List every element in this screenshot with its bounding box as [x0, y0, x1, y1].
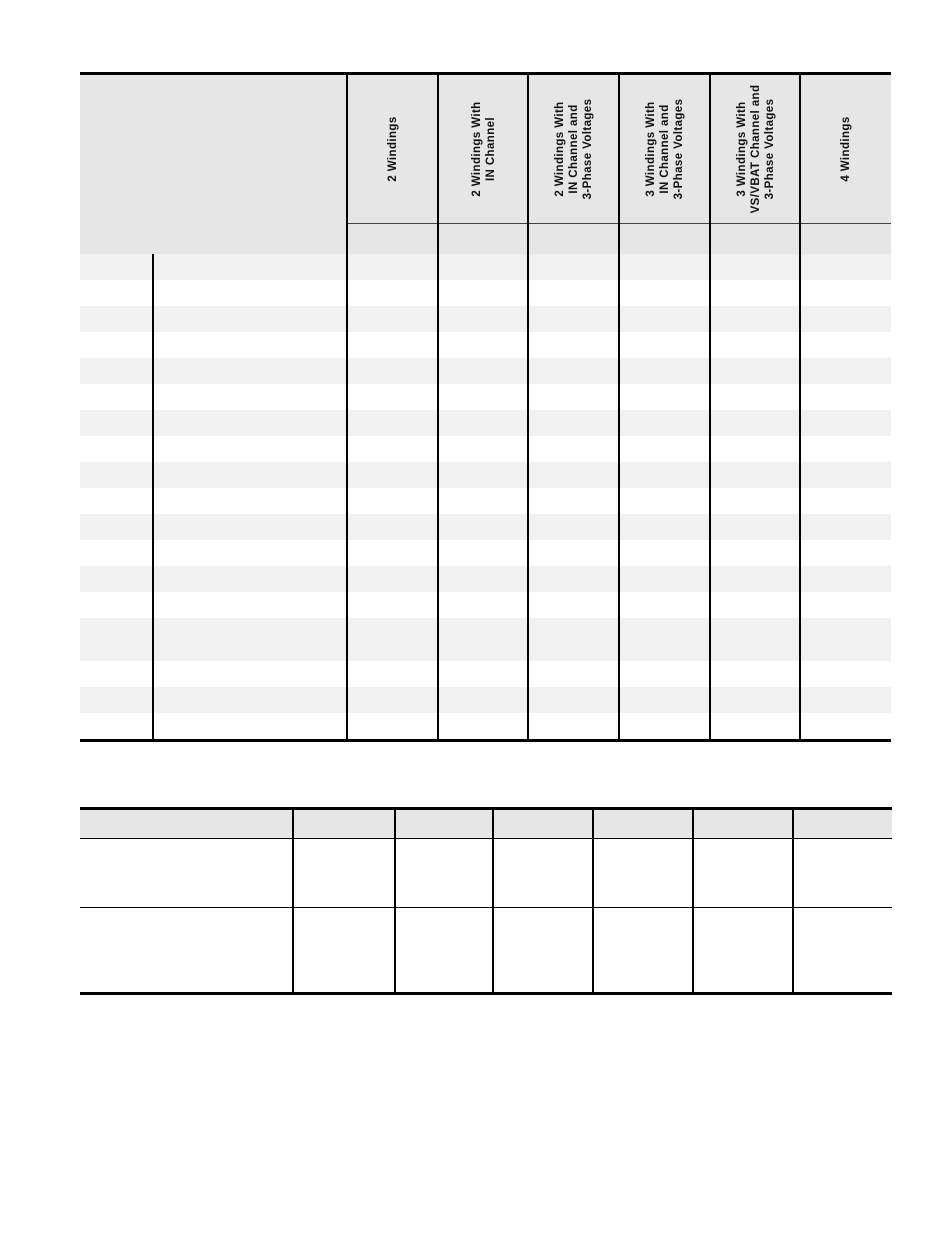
- group-divider: [152, 254, 154, 739]
- table-row: [80, 280, 891, 306]
- table-bottom-rule: [80, 992, 892, 995]
- column-header-2-windings-in: [439, 75, 528, 254]
- column-divider: [346, 75, 348, 739]
- column-subheader: [801, 224, 891, 254]
- table-row: [80, 306, 891, 332]
- column-label: 2 Windings: [386, 116, 399, 182]
- table-row: [80, 358, 891, 384]
- column-divider: [709, 75, 711, 739]
- table-row: [80, 618, 891, 661]
- column-subheader: [711, 224, 800, 254]
- column-header-3-windings-vs-vbat: [711, 75, 800, 254]
- column-subheader: [348, 224, 437, 254]
- header-blank-cell: [80, 75, 347, 254]
- table-row: [80, 687, 891, 713]
- table-row: [80, 592, 891, 618]
- table-row: [80, 566, 891, 592]
- column-divider: [692, 810, 694, 992]
- column-subheader: [529, 224, 618, 254]
- table-row: [80, 488, 891, 514]
- table-header: [80, 75, 891, 254]
- table-row: [80, 332, 891, 358]
- column-divider: [437, 75, 439, 739]
- table-row: [80, 839, 892, 907]
- column-label: 4 Windings: [840, 116, 852, 182]
- table-header: [80, 810, 892, 838]
- column-header-4-windings: [801, 75, 891, 254]
- table-row: [80, 254, 891, 280]
- table-row: [80, 384, 891, 410]
- column-divider: [592, 810, 594, 992]
- table-bottom-rule: [80, 739, 891, 742]
- column-divider: [492, 810, 494, 992]
- column-subheader: [620, 224, 709, 254]
- column-label: 2 Windings With IN Channel and 3-Phase Voltages: [553, 98, 594, 200]
- table-row: [80, 436, 891, 462]
- column-divider: [799, 75, 801, 739]
- column-header-3-windings-in-3ph: [620, 75, 709, 254]
- table-row: [80, 661, 891, 687]
- column-divider: [292, 810, 294, 992]
- table-row: [80, 462, 891, 488]
- column-subheader: [439, 224, 528, 254]
- column-label: 2 Windings With IN Channel: [470, 101, 497, 197]
- column-label: 3 Windings With VS/VBAT Channel and 3-Phase Voltages: [735, 84, 776, 214]
- column-divider: [618, 75, 620, 739]
- column-divider: [394, 810, 396, 992]
- table-row: [80, 410, 891, 436]
- table-row: [80, 540, 891, 566]
- column-divider: [792, 810, 794, 992]
- table-row: [80, 514, 891, 540]
- column-header-2-windings-in-3ph: [529, 75, 618, 254]
- table-row: [80, 713, 891, 739]
- table-row: [80, 908, 892, 992]
- column-divider: [527, 75, 529, 739]
- column-header-2-windings: [348, 75, 437, 254]
- column-label: 3 Windings With IN Channel and 3-Phase Voltages: [644, 98, 685, 200]
